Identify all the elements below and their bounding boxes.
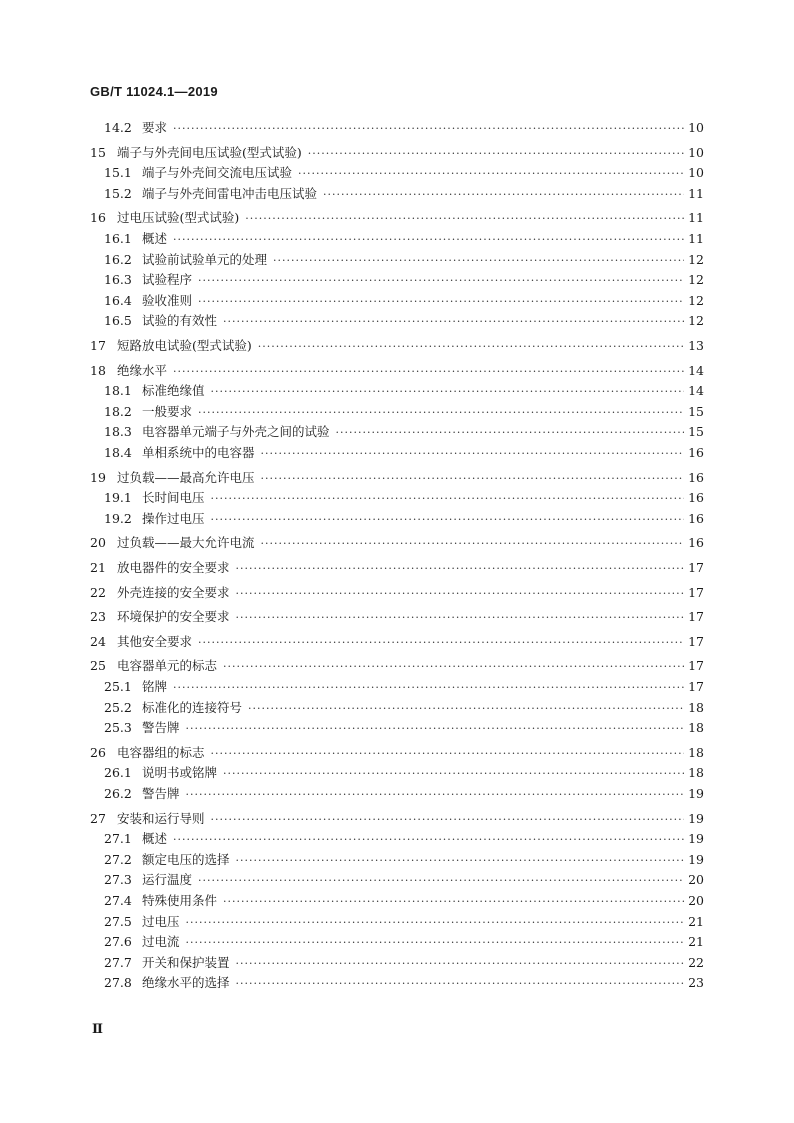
toc-entry-title: 单相系统中的电容器 [142, 445, 255, 460]
toc-entry-title: 过电压试验(型式试验) [117, 210, 240, 226]
toc-entry[interactable] [90, 558, 704, 576]
toc-entry-title: 放电器件的安全要求 [117, 560, 230, 575]
toc-entry-title: 警告牌 [142, 786, 180, 801]
toc-leader-dots [223, 767, 684, 780]
toc-entry-number: 15.1 [104, 165, 132, 181]
toc-leader-dots [236, 611, 684, 624]
toc-entry-number: 24 [90, 633, 106, 649]
toc-entry-page: 11 [688, 231, 704, 246]
toc-entry-title: 电容器组的标志 [117, 744, 205, 760]
toc-entry[interactable] [90, 443, 704, 461]
toc-entry-page: 10 [688, 165, 704, 181]
toc-entry-title: 过电压 [142, 913, 180, 929]
toc-entry-number: 18.2 [104, 403, 132, 419]
toc-entry-title: 警告牌 [142, 720, 180, 736]
toc-entry-number: 16.3 [104, 272, 132, 288]
toc-entry-page: 12 [688, 251, 704, 267]
toc-leader-dots [236, 562, 684, 575]
toc-entry-number: 25.1 [104, 679, 132, 694]
toc-entry-page: 15 [688, 424, 704, 440]
toc-leader-dots [173, 833, 684, 846]
toc-entry-page: 17 [688, 679, 704, 694]
toc-entry[interactable] [90, 336, 704, 354]
toc-entry-title: 试验程序 [142, 272, 193, 288]
toc-leader-dots [211, 385, 684, 398]
toc-entry-number: 25.3 [104, 720, 132, 736]
toc-entry-page: 18 [688, 744, 704, 760]
toc-entry-page: 12 [688, 272, 704, 288]
toc-leader-dots [258, 340, 684, 353]
toc-entry[interactable] [90, 311, 704, 329]
toc-entry[interactable] [90, 607, 704, 625]
toc-entry-page: 14 [688, 362, 704, 378]
toc-leader-dots [308, 147, 684, 160]
toc-entry-title: 其他安全要求 [117, 633, 193, 649]
toc-entry-number: 19 [90, 469, 106, 485]
toc-entry-page: 21 [688, 913, 704, 929]
toc-leader-dots [186, 936, 684, 949]
toc-entry[interactable] [90, 143, 704, 161]
toc-entry[interactable] [90, 870, 704, 888]
toc-leader-dots [323, 188, 684, 201]
toc-entry-page: 19 [688, 831, 704, 847]
toc-leader-dots [173, 365, 684, 378]
toc-entry-number: 27.1 [104, 831, 132, 847]
toc-entry-number: 27.3 [104, 872, 132, 888]
toc-entry-page: 10 [688, 120, 704, 135]
toc-entry-page: 22 [688, 954, 704, 970]
toc-entry-number: 18.4 [104, 445, 132, 460]
toc-entry-number: 25 [90, 658, 106, 674]
toc-entry-title: 短路放电试验(型式试验) [117, 338, 252, 353]
toc-entry-number: 19.2 [104, 510, 132, 526]
toc-entry-page: 17 [688, 609, 704, 625]
toc-leader-dots [261, 447, 684, 460]
toc-entry[interactable] [90, 509, 704, 527]
toc-entry[interactable] [90, 208, 704, 226]
toc-entry-number: 27.6 [104, 934, 132, 950]
toc-entry[interactable] [90, 809, 704, 827]
toc-leader-dots [245, 212, 684, 225]
toc-entry[interactable] [90, 784, 704, 802]
toc-entry-title: 绝缘水平 [117, 362, 168, 378]
toc-leader-dots [211, 513, 684, 526]
document-header: GB/T 11024.1—2019 [90, 84, 218, 99]
toc-entry[interactable] [90, 698, 704, 716]
toc-entry[interactable] [90, 763, 704, 781]
toc-leader-dots [273, 254, 684, 267]
toc-entry-page: 12 [688, 313, 704, 329]
toc-entry[interactable] [90, 583, 704, 601]
toc-entry-number: 27.5 [104, 913, 132, 929]
toc-leader-dots [236, 587, 684, 600]
toc-entry-page: 17 [688, 584, 704, 600]
toc-entry-title: 铭牌 [142, 679, 168, 694]
toc-entry-page: 18 [688, 720, 704, 736]
toc-entry[interactable] [90, 229, 704, 247]
toc-entry-title: 端子与外壳间交流电压试验 [142, 165, 293, 181]
toc-leader-dots [336, 426, 684, 439]
toc-entry-number: 27.4 [104, 893, 132, 908]
toc-entry-page: 17 [688, 633, 704, 649]
toc-entry-title: 试验前试验单元的处理 [142, 251, 268, 267]
toc-entry[interactable] [90, 932, 704, 950]
toc-entry-page: 17 [688, 658, 704, 674]
toc-entry-number: 16 [90, 210, 106, 226]
toc-entry-number: 16.1 [104, 231, 132, 246]
toc-entry-page: 19 [688, 851, 704, 867]
toc-entry-page: 20 [688, 893, 704, 908]
toc-entry-page: 11 [688, 210, 704, 226]
toc-entry[interactable] [90, 361, 704, 379]
toc-leader-dots [198, 406, 684, 419]
toc-leader-dots [186, 722, 684, 735]
toc-entry-title: 特殊使用条件 [142, 893, 218, 908]
toc-leader-dots [186, 916, 684, 929]
toc-leader-dots [198, 874, 684, 887]
toc-entry-number: 19.1 [104, 490, 132, 506]
toc-entry-number: 15 [90, 144, 106, 160]
toc-entry-title: 说明书或铭牌 [142, 765, 218, 781]
toc-entry-page: 16 [688, 510, 704, 526]
toc-entry-title: 长时间电压 [142, 490, 205, 506]
toc-entry-page: 16 [688, 490, 704, 506]
toc-entry-number: 21 [90, 560, 106, 575]
toc-entry-page: 23 [688, 975, 704, 991]
toc-entry-title: 概述 [142, 231, 168, 246]
toc-leader-dots [198, 295, 684, 308]
toc-entry-title: 过负载——最高允许电压 [117, 469, 255, 485]
toc-entry-number: 27.7 [104, 954, 132, 970]
toc-entry-title: 试验的有效性 [142, 313, 218, 329]
toc-entry-title: 运行温度 [142, 872, 193, 888]
toc-entry-page: 17 [688, 560, 704, 575]
toc-entry-number: 27 [90, 810, 106, 826]
toc-entry-page: 19 [688, 786, 704, 801]
toc-entry-title: 端子与外壳间电压试验(型式试验) [117, 144, 302, 160]
toc-leader-dots [198, 274, 684, 287]
toc-entry[interactable] [90, 291, 704, 309]
toc-leader-dots [211, 813, 684, 826]
toc-entry[interactable] [90, 632, 704, 650]
toc-entry[interactable] [90, 850, 704, 868]
toc-entry-title: 端子与外壳间雷电冲击电压试验 [142, 185, 318, 201]
toc-entry-page: 15 [688, 403, 704, 419]
toc-leader-dots [211, 492, 684, 505]
toc-entry-title: 环境保护的安全要求 [117, 609, 230, 625]
toc-entry-number: 18 [90, 362, 106, 378]
toc-entry-number: 20 [90, 535, 106, 551]
toc-entry-number: 23 [90, 609, 106, 625]
toc-entry-number: 26 [90, 744, 106, 760]
toc-entry-number: 27.8 [104, 975, 132, 991]
toc-entry-number: 25.2 [104, 699, 132, 715]
toc-entry-title: 额定电压的选择 [142, 851, 230, 867]
toc-entry[interactable] [90, 912, 704, 930]
toc-entry[interactable] [90, 381, 704, 399]
toc-leader-dots [173, 681, 684, 694]
toc-entry[interactable] [90, 118, 704, 136]
toc-entry-number: 16.5 [104, 313, 132, 329]
toc-entry-page: 16 [688, 469, 704, 485]
toc-entry-title: 开关和保护装置 [142, 954, 230, 970]
toc-entry[interactable] [90, 488, 704, 506]
toc-leader-dots [211, 747, 684, 760]
toc-entry-title: 要求 [142, 120, 168, 135]
toc-entry-title: 外壳连接的安全要求 [117, 584, 230, 600]
page-number-footer: Ⅱ [92, 1022, 103, 1037]
toc-leader-dots [261, 472, 684, 485]
toc-entry-title: 电容器单元的标志 [117, 658, 218, 674]
toc-entry-title: 过负载——最大允许电流 [117, 535, 255, 551]
toc-leader-dots [173, 122, 684, 135]
toc-entry-page: 14 [688, 383, 704, 399]
toc-entry-page: 11 [688, 185, 704, 201]
toc-entry[interactable] [90, 402, 704, 420]
toc-entry-page: 18 [688, 699, 704, 715]
toc-entry[interactable] [90, 677, 704, 695]
toc-entry[interactable] [90, 270, 704, 288]
toc-entry-number: 26.2 [104, 786, 132, 801]
toc-entry[interactable] [90, 743, 704, 761]
toc-entry-page: 16 [688, 535, 704, 551]
toc-leader-dots [236, 957, 684, 970]
toc-entry-title: 一般要求 [142, 403, 193, 419]
toc-entry-title: 安装和运行导则 [117, 810, 205, 826]
toc-entry[interactable] [90, 468, 704, 486]
toc-entry-number: 18.1 [104, 383, 132, 399]
toc-entry-page: 12 [688, 292, 704, 308]
toc-entry-page: 20 [688, 872, 704, 888]
toc-entry[interactable] [90, 973, 704, 991]
toc-entry-page: 10 [688, 144, 704, 160]
toc-entry-page: 18 [688, 765, 704, 781]
toc-entry[interactable] [90, 829, 704, 847]
toc-entry-title: 标准化的连接符号 [142, 699, 243, 715]
toc-leader-dots [261, 537, 684, 550]
toc-entry[interactable] [90, 533, 704, 551]
toc-leader-dots [223, 315, 684, 328]
toc-entry-number: 22 [90, 584, 106, 600]
toc-entry[interactable] [90, 163, 704, 181]
toc-entry[interactable] [90, 891, 704, 909]
toc-entry-number: 18.3 [104, 424, 132, 440]
toc-entry-number: 16.4 [104, 292, 132, 308]
toc-entry[interactable] [90, 953, 704, 971]
toc-entry-number: 15.2 [104, 185, 132, 201]
toc-entry-number: 16.2 [104, 251, 132, 267]
toc-leader-dots [236, 977, 684, 990]
toc-entry-number: 26.1 [104, 765, 132, 781]
toc-entry-title: 绝缘水平的选择 [142, 975, 230, 991]
toc-leader-dots [198, 636, 684, 649]
toc-leader-dots [223, 660, 684, 673]
toc-entry[interactable] [90, 656, 704, 674]
toc-entry[interactable] [90, 422, 704, 440]
toc-leader-dots [298, 167, 684, 180]
toc-entry-page: 13 [688, 338, 704, 353]
toc-entry-title: 电容器单元端子与外壳之间的试验 [142, 424, 330, 440]
toc-leader-dots [236, 854, 684, 867]
toc-entry[interactable] [90, 718, 704, 736]
toc-entry-page: 16 [688, 445, 704, 460]
toc-leader-dots [186, 788, 684, 801]
toc-leader-dots [173, 233, 684, 246]
toc-entry-title: 概述 [142, 831, 168, 847]
toc-entry-number: 17 [90, 338, 106, 353]
toc-entry-page: 19 [688, 810, 704, 826]
toc-entry-title: 标准绝缘值 [142, 383, 205, 399]
toc-entry-title: 过电流 [142, 934, 180, 950]
toc-entry[interactable] [90, 250, 704, 268]
toc-entry-title: 操作过电压 [142, 510, 205, 526]
toc-entry[interactable] [90, 184, 704, 202]
toc-leader-dots [248, 702, 684, 715]
toc-entry-title: 验收准则 [142, 292, 193, 308]
toc-leader-dots [223, 895, 684, 908]
toc-entry-number: 14.2 [104, 120, 132, 135]
toc-entry-page: 21 [688, 934, 704, 950]
toc-entry-number: 27.2 [104, 851, 132, 867]
